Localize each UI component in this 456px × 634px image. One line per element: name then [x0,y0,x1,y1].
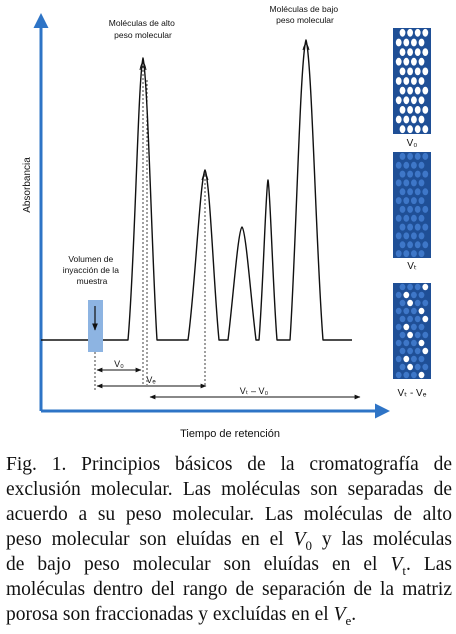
column-bead [422,171,428,178]
column-bead [415,153,421,160]
column-bead [419,162,425,169]
column-bead [403,116,409,124]
column-bead [403,292,409,298]
column-bead [422,48,428,56]
column-bead [403,162,409,169]
caption-variable: V [390,554,403,575]
column-bead [407,171,413,178]
column-bead [400,188,406,195]
column-bead [403,58,409,66]
column-bead [422,316,428,322]
column-bead [422,224,428,231]
column-bead [419,179,425,186]
column-bead [411,340,417,346]
column-bead [422,206,428,213]
column-bead [422,188,428,195]
caption-text: . Las [405,554,453,575]
chromatogram-trace [41,40,352,340]
column-bead [396,58,402,66]
column-bead [411,356,417,362]
column-bead [411,162,417,169]
column-bead [407,300,413,306]
column-bead [419,39,425,47]
caption-line: exclusión molecular. Las moléculas son separadas de [6,479,452,500]
column-bead [422,364,428,370]
caption-text: . [351,604,357,625]
figure-caption [6,452,452,627]
column-bead [415,188,421,195]
column-bead [419,197,425,204]
low-mw-label: Moléculas de bajo peso molecular [269,4,339,25]
column-bead [415,48,421,56]
column-bead [415,332,421,338]
column-v0-illustration [393,28,431,134]
column-bead [419,232,425,239]
column-bead [403,39,409,47]
column-bead [415,206,421,213]
caption-line: moléculas dentro del rango de separación de la matriz [6,579,452,600]
column-bead [407,364,413,370]
column-bead [403,340,409,346]
column-bead [400,206,406,213]
column-bead [422,332,428,338]
column-vt-illustration [393,152,431,258]
column-bead [411,250,417,257]
column-bead [396,179,402,186]
column-bead [407,332,413,338]
column-bead [396,292,402,298]
column-bead [415,284,421,290]
column-bead [415,316,421,322]
column-bead [422,284,428,290]
column-bead [415,106,421,114]
column-bead [422,106,428,114]
column-bead [407,284,413,290]
column-bead [411,292,417,298]
column-bead [400,29,406,37]
column-bead [419,340,425,346]
column-bead [400,87,406,95]
column-bead [400,284,406,290]
column-bead [400,300,406,306]
column-bead [396,116,402,124]
column-bead [403,215,409,222]
column-bead [400,153,406,160]
caption-text: porosa son fraccionadas y excluídas en el [6,604,329,625]
column-bead [403,96,409,104]
column-bead [396,308,402,314]
column-bead [411,372,417,378]
column-bead [411,58,417,66]
column-bead [396,324,402,330]
column-bead [407,68,413,76]
column-v0-label: V₀ [406,138,418,149]
x-axis-label: Tiempo de retención [180,428,280,440]
column-bead [396,340,402,346]
column-bead [419,116,425,124]
caption-line: Fig. 1. Principios básicos de la cromatografía de [6,454,452,475]
caption-subscript: e [345,612,352,628]
column-bead [396,215,402,222]
column-bead [419,250,425,257]
column-bead [400,125,406,133]
column-bead [415,68,421,76]
column-bead [411,197,417,204]
caption-text: peso molecular son eluídas en el [6,529,284,550]
column-bead [415,224,421,231]
column-bead [411,232,417,239]
column-bead [396,39,402,47]
injection-label: Volumen de inyacción de la muestra [62,254,119,286]
column-bead [422,68,428,76]
column-bead [411,308,417,314]
column-bead [419,292,425,298]
column-bead [422,29,428,37]
column-bead [422,153,428,160]
caption-line [6,602,452,627]
column-bead [407,188,413,195]
column-bead [407,316,413,322]
column-bead [403,250,409,257]
caption-subscript: 0 [305,537,312,553]
column-bead [407,29,413,37]
column-vt-label: Vₜ [407,261,417,272]
column-bead [419,356,425,362]
caption-variable: V [293,529,306,550]
caption-line [6,527,452,552]
column-bead [419,215,425,222]
column-bead [407,106,413,114]
column-bead [422,241,428,248]
column-bead [407,87,413,95]
column-bead [400,171,406,178]
column-bead [407,48,413,56]
column-bead [422,300,428,306]
column-bead [419,324,425,330]
column-bead [411,96,417,104]
column-bead [396,232,402,239]
column-bead [400,348,406,354]
column-bead [400,68,406,76]
column-bead [396,250,402,257]
column-bead [403,356,409,362]
column-bead [422,87,428,95]
column-bead [415,348,421,354]
column-bead [419,77,425,85]
column-bead [396,162,402,169]
column-bead [400,364,406,370]
y-axis-label: Absorbancia [22,157,33,213]
column-bead [411,215,417,222]
column-bead [403,77,409,85]
column-bead [407,224,413,231]
column-bead [400,106,406,114]
v0-label: V₀ [114,359,124,369]
column-bead [407,153,413,160]
column-bead [396,372,402,378]
column-bead [411,179,417,186]
column-bead [403,179,409,186]
column-bead [396,356,402,362]
caption-text: y las moléculas [312,529,452,550]
column-bead [403,308,409,314]
column-bead [400,332,406,338]
column-bead [422,125,428,133]
caption-variable: V [333,604,346,625]
column-bead [396,96,402,104]
column-bead [411,116,417,124]
column-bead [396,197,402,204]
column-bead [403,372,409,378]
column-bead [407,125,413,133]
column-bead [400,316,406,322]
column-bead [415,300,421,306]
caption-line [6,552,452,577]
caption-text: de bajo peso molecular son eluídas en el [6,554,378,575]
column-bead [400,48,406,56]
column-bead [403,232,409,239]
column-bead [415,241,421,248]
column-bead [415,87,421,95]
column-bead [411,77,417,85]
column-vt-ve-label: Vₜ - Vₑ [397,388,427,399]
column-bead [407,348,413,354]
column-bead [403,324,409,330]
column-bead [419,58,425,66]
column-bead [415,364,421,370]
column-bead [415,125,421,133]
column-bead [407,206,413,213]
column-bead [415,29,421,37]
column-bead [400,241,406,248]
column-bead [415,171,421,178]
column-bead [396,77,402,85]
column-bead [422,348,428,354]
column-bead [419,308,425,314]
caption-subscript: t [402,562,406,578]
high-mw-label: Moléculas de alto peso molecular [108,18,175,40]
column-vt-ve-illustration [393,283,431,379]
column-bead [400,224,406,231]
vt-v0-label: Vₜ – V₀ [239,386,269,396]
column-bead [419,96,425,104]
caption-line: acuerdo a su peso molecular. Las moléculas de alto [6,504,452,525]
ve-label: Vₑ [146,375,156,385]
column-bead [407,241,413,248]
column-bead [419,372,425,378]
column-bead [403,197,409,204]
column-bead [411,324,417,330]
column-bead [411,39,417,47]
